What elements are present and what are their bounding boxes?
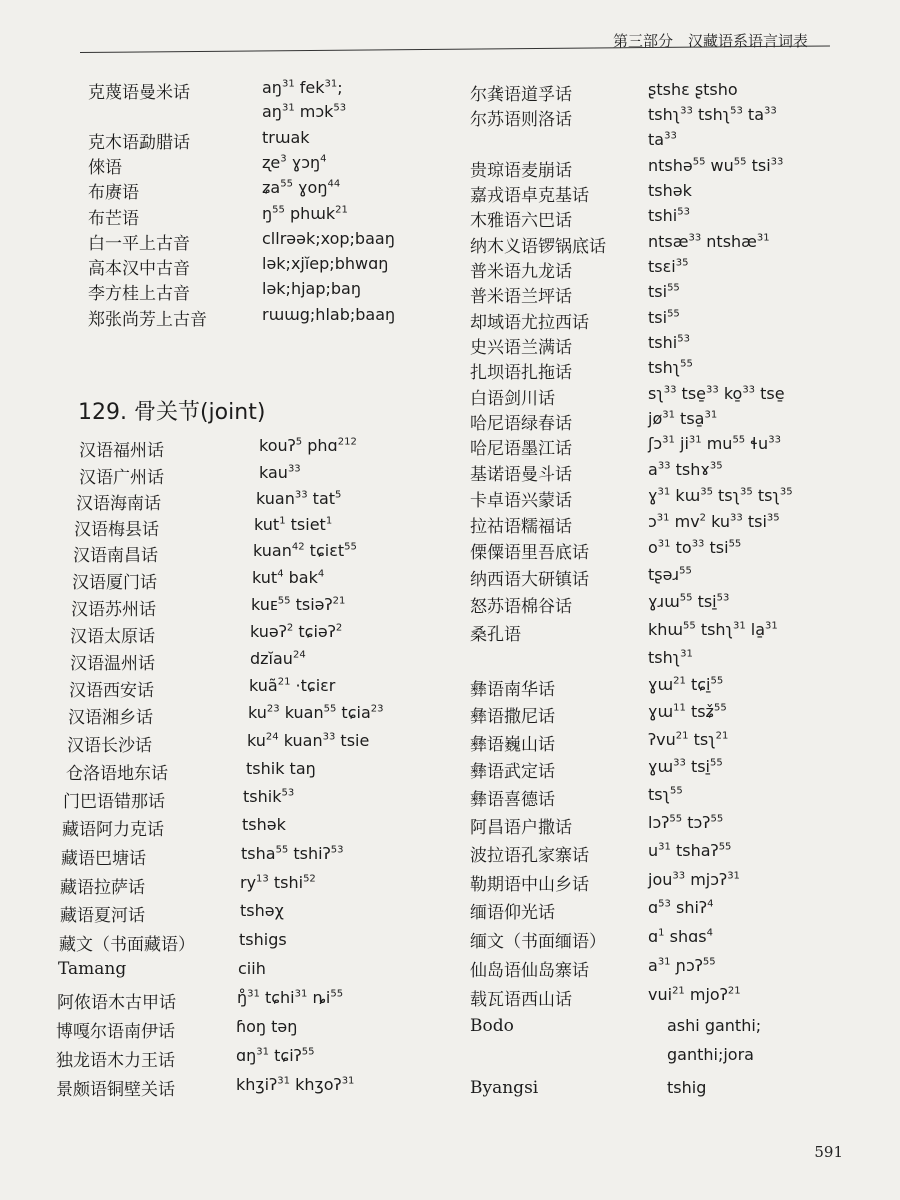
language-name: 嘉戎语卓克基话 — [470, 186, 589, 206]
word-form: $u^{31}$ tshaʔ$^{55}$ — [648, 841, 732, 860]
word-form: $ku^{24}$ kuan$^{33}$ tsie — [247, 731, 370, 750]
language-name: 史兴语兰满话 — [470, 338, 572, 358]
language-name: 怒苏语棉谷话 — [470, 597, 572, 617]
language-name: 纳西语大研镇话 — [470, 570, 589, 590]
language-name: 李方桂上古音 — [88, 284, 190, 304]
language-name: 勒期语中山乡话 — [470, 875, 589, 895]
word-form: $jø^{31}$ tsa̱$^{31}$ — [648, 409, 718, 428]
word-form: ɣ$^{31}$ kɯ$^{35}$ tsʅ$^{35}$ tsʅ$^{35}$ — [648, 486, 793, 505]
word-form: tsʅ$^{55}$ — [648, 785, 683, 804]
word-form: ɣɯ$^{33}$ tsi̱$^{55}$ — [648, 757, 723, 776]
word-form: $o^{31}$ $to^{33}$ tsi$^{55}$ — [648, 538, 742, 557]
word-form: ʐe$^3$ ɣɔŋ$^4$ — [262, 153, 327, 172]
word-form: $ta^{33}$ — [648, 130, 677, 149]
language-name: 门巴语错那话 — [63, 792, 165, 812]
word-form: tshʅ$^{31}$ — [648, 648, 693, 667]
language-name: 拉祜语糯福话 — [470, 517, 572, 537]
word-form: tshi$^{53}$ — [648, 333, 690, 352]
language-name: 贵琼语麦崩话 — [470, 161, 572, 181]
word-form: ɦoŋ təŋ — [236, 1017, 298, 1036]
word-form: lək;hjap;baŋ — [262, 279, 361, 298]
word-form: tshi$^{53}$ — [648, 206, 690, 225]
word-form: ntsæ$^{33}$ ntshæ$^{31}$ — [648, 232, 770, 251]
word-form: $aŋ^{31}$ mɔk$^{53}$ — [262, 102, 347, 121]
word-form: ɑ$^1$ shɑs$^4$ — [648, 927, 713, 946]
word-form: ɑ$^{53}$ shiʔ$^4$ — [648, 898, 714, 917]
language-name: Bodo — [470, 1016, 514, 1036]
language-name: 汉语苏州话 — [71, 600, 156, 620]
language-name: 藏语阿力克话 — [62, 820, 164, 840]
language-name: Byangsi — [470, 1078, 539, 1098]
language-name: 傈僳语里吾底话 — [470, 543, 589, 563]
word-form: tshik$^{53}$ — [243, 787, 295, 806]
language-name: 藏语夏河话 — [60, 906, 145, 926]
language-name: 普米语九龙话 — [470, 262, 572, 282]
word-form: tʂəɹ$^{55}$ — [648, 565, 692, 584]
language-name: Tamang — [58, 959, 127, 979]
word-form: tsi$^{55}$ — [648, 282, 680, 301]
word-form: $ŋ^{55}$ phɯk$^{21}$ — [262, 204, 348, 223]
language-name: 桑孔语 — [470, 625, 521, 645]
word-form: tsha$^{55}$ tshiʔ$^{53}$ — [241, 844, 344, 863]
word-form: vui$^{21}$ mjoʔ$^{21}$ — [648, 985, 741, 1004]
language-name: 藏语拉萨话 — [60, 878, 145, 898]
word-form: tshʅ$^{33}$ tshʅ$^{53}$ $ta^{33}$ — [648, 105, 777, 124]
word-form: tshək — [648, 181, 692, 200]
language-name: 汉语厦门话 — [72, 573, 157, 593]
language-name: 彝语撒尼话 — [470, 707, 555, 727]
word-form: tshigs — [239, 930, 287, 949]
word-form: kut$^1$ tsiet$^1$ — [254, 515, 333, 534]
language-name: 郑张尚芳上古音 — [88, 310, 207, 330]
word-form: tshəχ — [240, 901, 284, 920]
word-form: ɣɹɯ$^{55}$ tsi̱$^{53}$ — [648, 592, 730, 611]
word-form: trɯak — [262, 128, 310, 147]
language-name: 汉语梅县话 — [74, 520, 159, 540]
language-name: 汉语温州话 — [70, 654, 155, 674]
word-form: kuᴇ$^{55}$ tsiəʔ$^{21}$ — [251, 595, 346, 614]
word-form: tshək — [242, 815, 286, 834]
page-number: 591 — [814, 1143, 843, 1161]
language-name: 克木语勐腊话 — [88, 133, 190, 153]
language-name: 汉语湘乡话 — [68, 708, 153, 728]
language-name: 载瓦语西山话 — [470, 990, 572, 1010]
word-form: ganthi;jora — [667, 1045, 754, 1064]
word-form: khɯ$^{55}$ tshʅ$^{31}$ la̱$^{31}$ — [648, 620, 778, 639]
language-name: 仙岛语仙岛寨话 — [470, 961, 589, 981]
word-form: ɑŋ$^{31}$ tɕiʔ$^{55}$ — [236, 1046, 315, 1065]
language-name: 阿侬语木古甲话 — [57, 993, 176, 1013]
word-form: ɣɯ$^{21}$ tɕi̱$^{55}$ — [648, 675, 724, 694]
language-name: 彝语武定话 — [470, 762, 555, 782]
word-form: $a^{31}$ ɲɔʔ$^{55}$ — [648, 956, 716, 975]
language-name: 汉语广州话 — [79, 468, 164, 488]
language-name: 哈尼语墨江话 — [470, 439, 572, 459]
language-name: 克蔑语曼米话 — [88, 83, 190, 103]
word-form: ntshə$^{55}$ $wu^{55}$ tsi$^{33}$ — [648, 156, 784, 175]
language-name: 汉语长沙话 — [67, 736, 152, 756]
word-form: kuan$^{33}$ tat$^5$ — [256, 489, 342, 508]
language-name: 白语剑川话 — [470, 389, 555, 409]
language-name: 尔龚语道孚话 — [470, 85, 572, 105]
language-name: 彝语南华话 — [470, 680, 555, 700]
running-header: 第三部分 汉藏语系语言词表 — [612, 32, 808, 50]
word-form: lɔʔ$^{55}$ tɔʔ$^{55}$ — [648, 813, 724, 832]
word-form: cllrəək;xop;baaŋ — [262, 229, 395, 248]
word-form: $aŋ^{31}$ fek$^{31}$; — [262, 78, 343, 97]
language-name: 彝语喜德话 — [470, 790, 555, 810]
word-form: ʂtshɛ ʂtsho — [648, 80, 738, 99]
word-form: tshig — [667, 1078, 707, 1097]
word-form: jou$^{33}$ mjɔʔ$^{31}$ — [648, 870, 740, 889]
language-name: 彝语巍山话 — [470, 735, 555, 755]
word-form: dzĭau$^{24}$ — [250, 649, 306, 668]
language-name: 汉语海南话 — [76, 494, 161, 514]
language-name: 纳木义语锣锅底话 — [470, 237, 606, 257]
word-form: ʃɔ$^{31}$ $ji^{31}$ $mu^{55}$ ɬu$^{33}$ — [648, 434, 781, 453]
word-form: kuan$^{42}$ tɕiɛt$^{55}$ — [253, 541, 357, 560]
language-name: 仓洛语地东话 — [66, 764, 168, 784]
section-title: 129. 骨关节(joint) — [78, 400, 266, 425]
language-name: 白一平上古音 — [88, 234, 190, 254]
language-name: 卡卓语兴蒙话 — [470, 491, 572, 511]
language-name: 博嘎尔语南伊话 — [56, 1022, 175, 1042]
language-name: 汉语南昌话 — [73, 546, 158, 566]
language-name: 藏语巴塘话 — [61, 849, 146, 869]
language-name: 基诺语曼斗话 — [470, 465, 572, 485]
language-name: 阿昌语户撒话 — [470, 818, 572, 838]
language-name: 布赓语 — [88, 183, 139, 203]
word-form: $a^{33}$ tshɤ$^{35}$ — [648, 460, 723, 479]
language-name: 普米语兰坪话 — [470, 287, 572, 307]
language-name: 独龙语木力王话 — [56, 1051, 175, 1071]
word-form: $ku^{23}$ kuan$^{55}$ tɕia$^{23}$ — [248, 703, 384, 722]
word-form: rɯɯg;hlab;baaŋ — [262, 305, 396, 324]
word-form: ɣɯ$^{11}$ tsʑ̌$^{55}$ — [648, 702, 727, 721]
word-form: sʅ$^{33}$ tse̱$^{33}$ ko̱$^{33}$ tse̱ — [648, 384, 785, 403]
word-form: ʑa$^{55}$ ɣoŋ$^{44}$ — [262, 178, 341, 197]
language-name: 藏文（书面藏语） — [59, 935, 195, 955]
word-form: khʒiʔ$^{31}$ khʒoʔ$^{31}$ — [236, 1075, 355, 1094]
language-name: 却域语尤拉西话 — [470, 313, 589, 333]
word-form: kut$^4$ bak$^4$ — [252, 568, 325, 587]
language-name: 缅语仰光话 — [470, 903, 555, 923]
language-name: 布芒语 — [88, 209, 139, 229]
language-name: 高本汉中古音 — [88, 259, 190, 279]
word-form: tsi$^{55}$ — [648, 308, 680, 327]
word-form: kau$^{33}$ — [259, 463, 301, 482]
word-form: kuəʔ$^2$ tɕiəʔ$^2$ — [250, 622, 343, 641]
word-form: ɔ$^{31}$ $mv^2$ $ku^{33}$ tsi$^{35}$ — [648, 512, 780, 531]
language-name: 木雅语六巴话 — [470, 211, 572, 231]
word-form: ŋ̊$^{31}$ tɕhi$^{31}$ $ȵi^{55}$ — [237, 988, 344, 1007]
word-form: kuã$^{21}$ ·tɕiɛr — [249, 676, 336, 695]
word-form: lək;xjĭep;bhwɑŋ — [262, 254, 389, 273]
language-name: 缅文（书面缅语） — [470, 932, 606, 952]
word-form: ciih — [238, 959, 266, 978]
word-form: tshʅ$^{55}$ — [648, 358, 693, 377]
language-name: 汉语西安话 — [69, 681, 154, 701]
word-form: ʔvu$^{21}$ tsʅ$^{21}$ — [648, 730, 729, 749]
language-name: 尔苏语则洛话 — [470, 110, 572, 130]
language-name: 哈尼语绿春话 — [470, 414, 572, 434]
word-form: tsɛi$^{35}$ — [648, 257, 689, 276]
language-name: 汉语太原话 — [70, 627, 155, 647]
language-name: 景颇语铜壁关话 — [56, 1080, 175, 1100]
word-form: kouʔ$^5$ phɑ$^{212}$ — [259, 436, 357, 455]
word-form: $ry^{13}$ tshi$^{52}$ — [240, 873, 316, 892]
language-name: 倈语 — [88, 158, 122, 178]
language-name: 扎坝语扎拖话 — [470, 363, 572, 383]
word-form: tshik taŋ — [246, 759, 316, 778]
language-name: 波拉语孔家寨话 — [470, 846, 589, 866]
language-name: 汉语福州话 — [79, 441, 164, 461]
word-form: ashi ganthi; — [667, 1016, 762, 1035]
